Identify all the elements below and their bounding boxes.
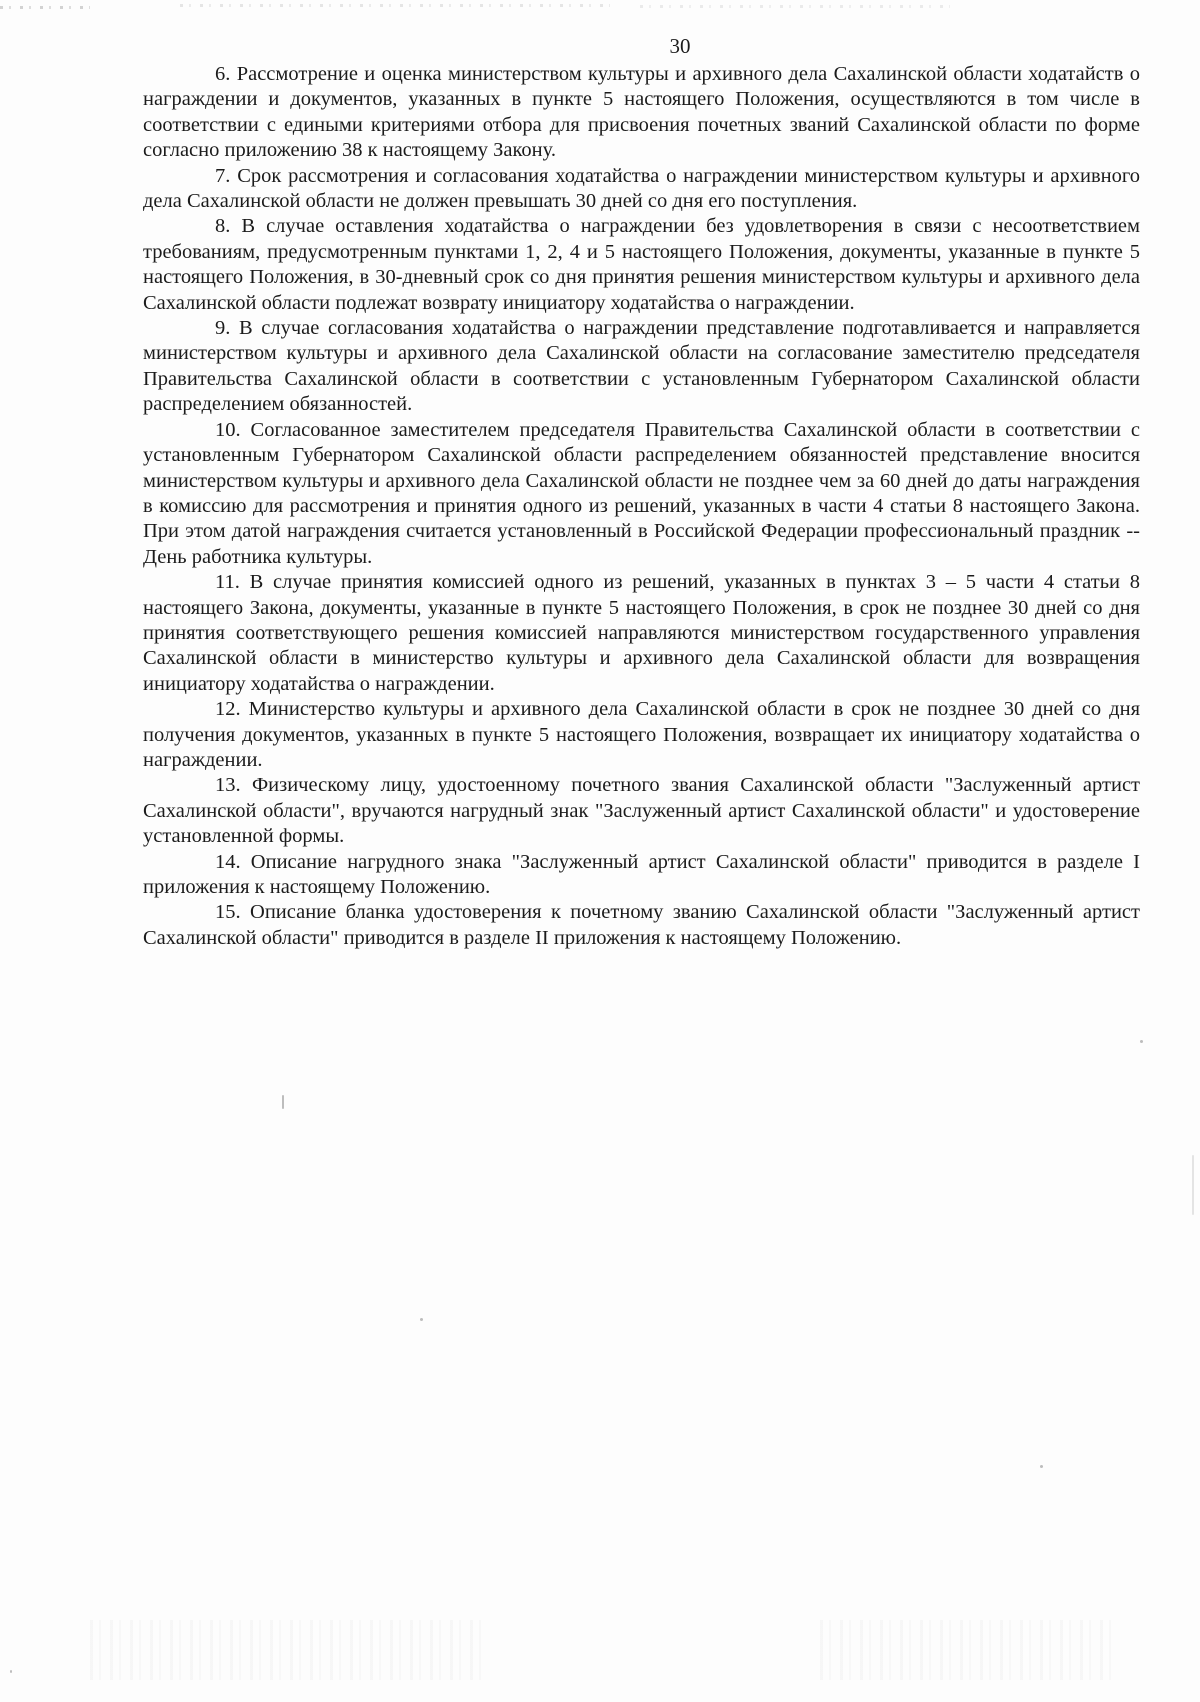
paragraph-7: 7. Срок рассмотрения и согласования ходатайства о награждении министерством культуры и архивного дела Сахалинской области не должен превышать 30 дней со дня его поступления. xyxy=(143,164,1140,213)
scan-noise-top-3 xyxy=(640,5,950,8)
speck xyxy=(10,1670,12,1673)
speck xyxy=(1192,1155,1194,1215)
scan-noise-top-2 xyxy=(180,4,610,7)
paragraph-13: 13. Физическому лицу, удостоенному почетного звания Сахалинской области "Заслуженный артист Сахалинской области", вручаются нагрудный знак "Заслуженный артист Сахалинской области" и удостоверение установленной формы. xyxy=(143,774,1140,848)
page-number: 30 xyxy=(669,34,691,58)
scan-noise-bottom-right xyxy=(820,1620,1120,1680)
scan-noise-top xyxy=(0,6,90,9)
document-body xyxy=(143,62,1140,951)
paragraph-8: 8. В случае оставления ходатайства о награждении без удовлетворения в связи с несоответствием требованиям, предусмотренным пунктами 1, 2, 4 и 5 настоящего Положения, документы, указанные в пункте 5 настоящего Положения, в 30-дневный срок со дня принятия решения министерством культуры и архивного дела Сахалинской области подлежат возврату инициатору ходатайства о награждении. xyxy=(143,215,1140,314)
speck xyxy=(1140,1040,1143,1043)
scan-noise-bottom-left xyxy=(90,1620,490,1680)
paragraph-14: 14. Описание нагрудного знака "Заслуженный артист Сахалинской области" приводится в разделе I приложения к настоящему Положению. xyxy=(143,850,1140,898)
speck xyxy=(282,1095,284,1109)
speck xyxy=(1040,1465,1043,1468)
paragraph-15: 15. Описание бланка удостоверения к почетному званию Сахалинской области "Заслуженный артист Сахалинской области" приводится в разделе II приложения к настоящему Положению. xyxy=(143,901,1140,949)
paragraph-9: 9. В случае согласования ходатайства о награждении представление подготавливается и направляется министерством культуры и архивного дела Сахалинской области на согласование заместителю председателя Правительства Сахалинской области в соответствии с установленным Губернатором Сахалинской области распределением обязанностей. xyxy=(143,317,1140,416)
paragraph-6: 6. Рассмотрение и оценка министерством культуры и архивного дела Сахалинской области ходатайств о награждении и документов, указанных в пункте 5 настоящего Положения, осуществляются в том числе в соответствии с едиными критериями отбора для присвоения почетных званий Сахалинской области по форме согласно приложению 38 к настоящему Закону. xyxy=(143,63,1140,162)
paragraph-12: 12. Министерство культуры и архивного дела Сахалинской области в срок не позднее 30 дней со дня получения документов, указанных в пункте 5 настоящего Положения, возвращает их инициатору ходатайства о награждении. xyxy=(143,698,1140,771)
speck xyxy=(420,1318,423,1321)
paragraph-11: 11. В случае принятия комиссией одного из решений, указанных в пунктах 3 – 5 части 4 статьи 8 настоящего Закона, документы, указанные в пункте 5 настоящего Положения, в срок не позднее 30 дней со дня принятия соответствующего решения комиссией направляются министерством государственного управления Сахалинской области в министерство культуры и архивного дела Сахалинской области для возвращения инициатору ходатайства о награждении. xyxy=(143,571,1140,695)
paragraph-10: 10. Согласованное заместителем председателя Правительства Сахалинской области в соответствии с установленным Губернатором Сахалинской области распределением обязанностей представление вносится министерством культуры и архивного дела Сахалинской области не позднее чем за 60 дней до даты награждения в комиссию для рассмотрения и принятия одного из решений, указанных в части 4 статьи 8 настоящего Закона. При этом датой награждения считается установленный в Российской Федерации профессиональный праздник -- День работника культуры. xyxy=(143,418,1140,568)
